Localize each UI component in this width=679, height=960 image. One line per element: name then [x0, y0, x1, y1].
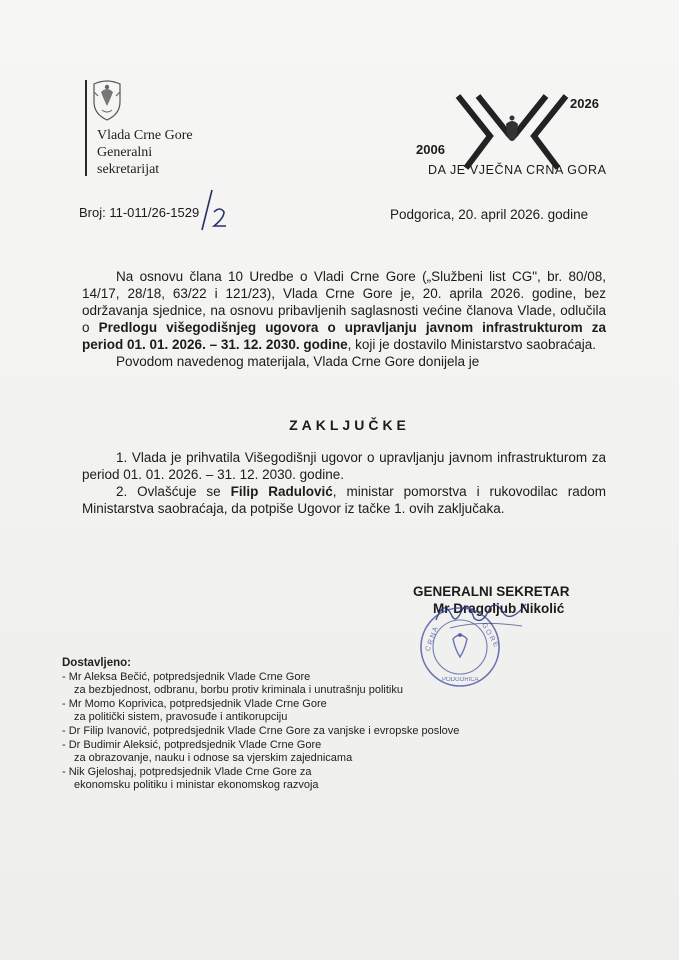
distribution-item-detail: za politički sistem, pravosuđe i antikorupciju: [74, 711, 288, 724]
anniversary-year-end: 2026: [570, 96, 599, 111]
reference-number: Broj: 11-011/26-1529: [79, 205, 200, 220]
conclusion-1: 1. Vlada je prihvatila Višegodišnji ugovor o upravljanju javnom infrastrukturom za period 01. 01. 2026. – 31. 12. 2030. godine.: [82, 450, 606, 482]
government-name: [97, 127, 193, 178]
distribution-item: - Mr Aleksa Bečić, potpredsjednik Vlade Crne Gore: [62, 670, 311, 683]
svg-text:PODGORICA: PODGORICA: [442, 677, 479, 683]
distribution-list: [62, 657, 459, 793]
document-body: [82, 268, 606, 370]
svg-text:G O R E: G O R E: [480, 622, 500, 649]
conclusion-2-name: Filip Radulović: [230, 484, 333, 499]
conclusion-2-rest: , ministar pomorstva i rukovodilac radom Ministarstva saobraćaja, da potpiše Ugovor iz tačke 1. ovih zaključaka.: [82, 484, 606, 516]
body-text-subject: Predlogu višegodišnjeg ugovora o upravljanju javnom infrastrukturom za period 01. 01. 2026. – 31. 12. 2030. godine: [82, 320, 606, 352]
handwritten-annotation-icon: [198, 186, 246, 234]
conclusions-heading: ZAKLJUČKE: [289, 417, 410, 433]
distribution-item-detail: ekonomsku politiku i ministar ekonomskog razvoja: [74, 779, 319, 792]
distribution-item: - Dr Filip Ivanović, potpredsjednik Vlade Crne Gore za vanjske i evropske poslove: [62, 724, 460, 737]
distribution-heading: Dostavljeno:: [62, 657, 132, 669]
body-text-outro: , koji je dostavilo Ministarstvo saobraćaja.: [347, 337, 597, 352]
body-text-intro: Na osnovu člana 10 Uredbe o Vladi Crne Gore („Službeni list CG", br. 80/08, 14/17, 28/18, 63/22 i 121/23), Vlada Crne Gore je, 20. aprila 2026. godine, bez održavanja sjednice, na osnovu pribavljenih saglasnosti većine članova Vlade, odlučila o: [82, 269, 606, 335]
body-paragraph-1: [82, 268, 606, 353]
coat-of-arms-icon: [90, 78, 124, 122]
signatory-title: GENERALNI SEKRETAR: [413, 584, 570, 599]
gov-line-2: Generalni: [97, 145, 153, 160]
distribution-item-detail: za obrazovanje, nauku i odnose sa vjerskim zajednicama: [74, 752, 353, 765]
conclusion-2: [82, 483, 606, 517]
gov-line-1: Vlada Crne Gore: [97, 128, 193, 143]
conclusion-2-intro: 2. Ovlašćuje se: [116, 484, 231, 499]
distribution-item: - Dr Budimir Aleksić, potpredsjednik Vlade Crne Gore: [62, 738, 322, 751]
conclusions-list: [82, 449, 606, 517]
distribution-item: - Mr Momo Koprivica, potpredsjednik Vlade Crne Gore: [62, 697, 327, 710]
anniversary-motto: DA JE VJEČNA CRNA GORA: [428, 163, 607, 177]
distribution-item: - Nik Gjeloshaj, potpredsjednik Vlade Crne Gore za: [62, 765, 312, 778]
anniversary-year-start: 2006: [416, 142, 445, 157]
svg-text:C R N A: C R N A: [424, 626, 440, 653]
header-divider: [85, 80, 87, 176]
body-paragraph-2: Povodom navedenog materijala, Vlada Crne Gore donijela je: [116, 354, 480, 369]
distribution-item-detail: za bezbjednost, odbranu, borbu protiv kriminala i unutrašnju politiku: [74, 684, 403, 697]
signatory-name: Mr Dragoljub Nikolić: [433, 601, 565, 616]
document-date: Podgorica, 20. april 2026. godine: [390, 207, 589, 222]
gov-line-3: sekretarijat: [97, 162, 160, 177]
handwritten-signature-icon: [430, 590, 540, 635]
